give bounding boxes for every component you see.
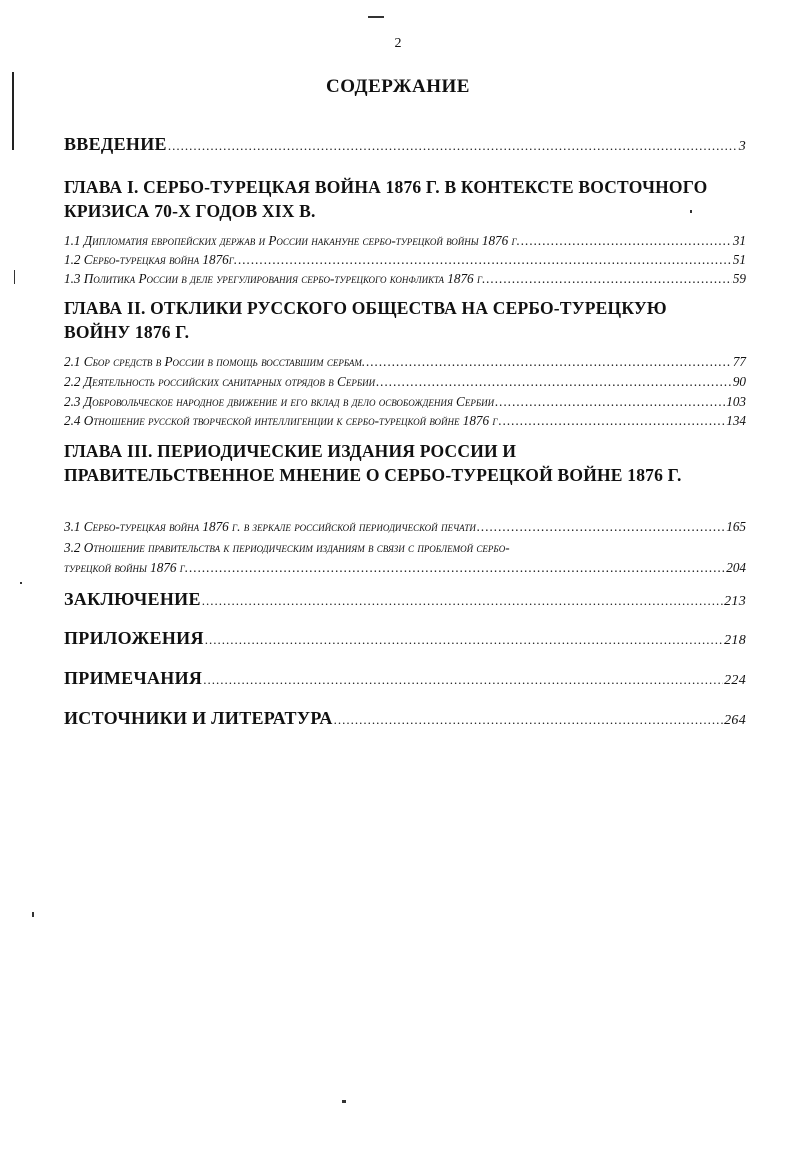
toc-entry-page: 213 bbox=[724, 594, 746, 609]
toc-section-page: 31 bbox=[732, 233, 746, 248]
toc-entry-sources[interactable] bbox=[64, 708, 746, 729]
toc-section-label: 2.3 Добровольческое народное движение и его вклад в дело освобождения Сербии bbox=[64, 394, 495, 409]
toc-section-1-1[interactable] bbox=[64, 232, 746, 249]
dot-leader bbox=[376, 373, 732, 390]
toc-entry-page: 3 bbox=[738, 139, 746, 154]
toc-section-page: 165 bbox=[726, 519, 746, 534]
toc-section-label: 2.4 Отношение русской творческой интеллигенции к сербо-турецкой войне 1876 г bbox=[64, 413, 498, 428]
toc-section-label: 2.2 Деятельность российских санитарных отрядов в Сербии bbox=[64, 374, 376, 389]
toc-section-2-4[interactable] bbox=[64, 412, 746, 429]
toc-section-page: 90 bbox=[732, 374, 746, 389]
toc-entry-page: 224 bbox=[724, 673, 746, 688]
chapter-1-title[interactable]: ГЛАВА I. СЕРБО-ТУРЕЦКАЯ ВОЙНА 1876 Г. В КОНТЕКСТЕ ВОСТОЧНОГО КРИЗИСА 70-Х ГОДОВ XIX В. bbox=[64, 177, 708, 221]
page-number: 2 bbox=[394, 36, 402, 51]
dot-leader bbox=[203, 672, 723, 688]
toc-entry-appendices[interactable] bbox=[64, 628, 746, 649]
toc-entry-label: ЗАКЛЮЧЕНИЕ bbox=[64, 589, 201, 609]
toc-section-1-2[interactable] bbox=[64, 251, 746, 268]
page-title: СОДЕРЖАНИЕ bbox=[326, 76, 470, 97]
dot-leader bbox=[486, 270, 731, 287]
toc-section-2-2[interactable] bbox=[64, 373, 746, 390]
toc-entry-conclusion[interactable] bbox=[64, 589, 746, 610]
scan-speck bbox=[368, 16, 384, 18]
chapter-2-title[interactable]: ГЛАВА II. ОТКЛИКИ РУССКОГО ОБЩЕСТВА НА СЕРБО-ТУРЕЦКУЮ ВОЙНУ 1876 Г. bbox=[64, 298, 667, 342]
toc-section-1-3[interactable] bbox=[64, 270, 746, 287]
dot-leader bbox=[495, 393, 725, 410]
toc-entry-intro[interactable] bbox=[64, 134, 746, 155]
toc-section-page: 103 bbox=[726, 394, 746, 409]
toc-section-label: 1.3 Политика России в деле урегулирования сербо-турецкого конфликта 1876 г. bbox=[64, 271, 486, 286]
scan-speck bbox=[342, 1100, 346, 1103]
toc-section-page: 134 bbox=[726, 413, 746, 428]
toc-entry-label: ПРИЛОЖЕНИЯ bbox=[64, 628, 204, 648]
dot-leader bbox=[189, 558, 725, 578]
toc-section-page: 51 bbox=[732, 252, 746, 267]
toc-section-label-line1: 3.2 Отношение правительства к периодическим изданиям в связи с проблемой сербо- bbox=[64, 540, 510, 555]
scan-speck bbox=[14, 270, 15, 284]
scan-speck bbox=[32, 912, 34, 917]
toc-entry-page: 264 bbox=[724, 713, 746, 728]
dot-leader bbox=[366, 353, 732, 370]
toc-entry-notes[interactable] bbox=[64, 668, 746, 689]
toc-section-page: 204 bbox=[726, 560, 746, 575]
toc-entry-label: ПРИМЕЧАНИЯ bbox=[64, 668, 203, 688]
toc-section-label: 2.1 Сбор средств в России в помощь восставшим сербам. bbox=[64, 354, 366, 369]
scan-speck bbox=[20, 582, 22, 584]
dot-leader bbox=[477, 518, 725, 535]
toc-entry-label: ВВЕДЕНИЕ bbox=[64, 134, 167, 154]
toc-section-label: 3.1 Сербо-турецкая война 1876 г. в зеркале российской периодической печати bbox=[64, 519, 476, 534]
toc-section-label: 1.1 Дипломатия европейских держав и России накануне сербо-турецкой войны 1876 г. bbox=[64, 233, 520, 248]
toc-section-2-3[interactable] bbox=[64, 393, 746, 410]
dot-leader bbox=[499, 412, 726, 429]
toc-section-label: 1.2 Сербо-турецкая война 1876г. bbox=[64, 252, 238, 267]
chapter-3-title[interactable]: ГЛАВА III. ПЕРИОДИЧЕСКИЕ ИЗДАНИЯ РОССИИ И ПРАВИТЕЛЬСТВЕННОЕ МНЕНИЕ О СЕРБО-ТУРЕЦКОЙ ВОЙНЕ 1876 Г. bbox=[64, 441, 682, 485]
toc-entry-label: ИСТОЧНИКИ И ЛИТЕРАТУРА bbox=[64, 708, 333, 728]
dot-leader bbox=[168, 138, 738, 154]
toc-section-page: 59 bbox=[732, 271, 746, 286]
toc-section-page: 77 bbox=[732, 354, 746, 369]
dot-leader bbox=[521, 232, 732, 249]
dot-leader bbox=[238, 251, 732, 268]
toc-section-2-1[interactable] bbox=[64, 353, 746, 370]
toc-section-3-1[interactable] bbox=[64, 518, 746, 535]
dot-leader bbox=[202, 593, 723, 609]
dot-leader bbox=[205, 632, 723, 648]
toc-entry-page: 218 bbox=[724, 633, 746, 648]
toc-section-line2 bbox=[64, 558, 746, 578]
toc-section-3-2[interactable] bbox=[64, 538, 746, 578]
toc-section-label-line2: турецкой войны 1876 г. bbox=[64, 560, 189, 575]
dot-leader bbox=[334, 712, 723, 728]
